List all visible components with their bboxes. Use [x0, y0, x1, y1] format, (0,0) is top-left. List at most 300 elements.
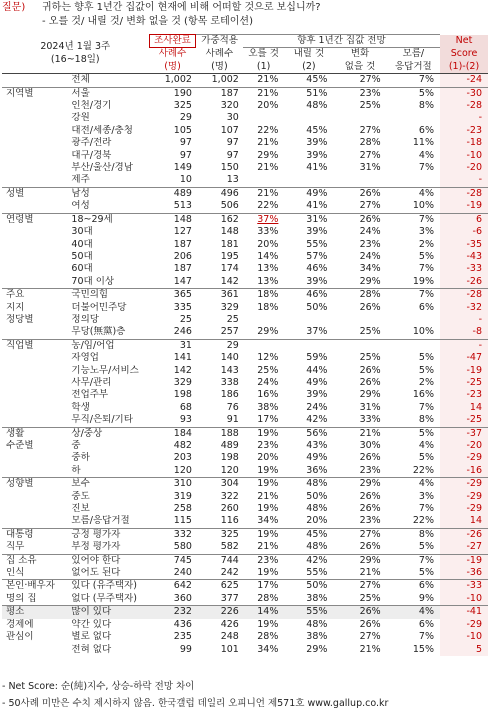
pct-down: 44%: [306, 364, 328, 376]
pct-nochange: 25%: [359, 326, 381, 338]
pct-dk: 7%: [387, 74, 440, 87]
table-row: [2, 619, 488, 631]
pct-dk: [387, 174, 440, 187]
pct-nochange: 26%: [359, 452, 381, 464]
pct-up: 21%: [243, 87, 285, 100]
table-row: [2, 478, 488, 491]
weighted-count: 489: [220, 440, 239, 451]
pct-nochange: 23%: [333, 87, 386, 100]
table-row: [2, 226, 488, 238]
sample-count: 68: [179, 401, 192, 413]
net-score: -6: [440, 226, 488, 238]
net-score: -37: [440, 427, 488, 440]
net-score: -32: [440, 302, 488, 314]
row-category: 서울: [57, 87, 149, 100]
pct-up: 21%: [257, 541, 279, 553]
weighted-count: 13: [226, 174, 239, 186]
table-row: [2, 326, 488, 339]
weighted-count: 143: [220, 364, 239, 376]
pct-up: 19%: [243, 528, 285, 541]
sample-count: 97: [179, 149, 192, 161]
pct-up: 19%: [257, 618, 279, 630]
pct-down: 56%: [284, 427, 333, 440]
row-group: [2, 125, 57, 137]
weighted-count: 162: [196, 213, 243, 226]
pct-up: 21%: [257, 137, 279, 149]
sample-count: 332: [149, 528, 196, 541]
row-group: 본인·배우자: [2, 580, 57, 593]
row-group: 직무: [6, 541, 25, 553]
pct-down: 29%: [306, 643, 328, 655]
pct-nochange: 29%: [333, 478, 386, 491]
net-score: -23: [440, 125, 488, 137]
weighted-count: 304: [196, 478, 243, 491]
table-row: [2, 150, 488, 162]
net-score: -19: [440, 365, 488, 377]
sample-count: 319: [173, 490, 192, 502]
pct-up: 37%: [243, 213, 285, 226]
pct-down: 39%: [306, 226, 328, 238]
net-score: -33: [440, 580, 488, 593]
net-score: 5: [440, 644, 488, 656]
pct-up: 23%: [243, 554, 285, 567]
table-row: [2, 491, 488, 503]
net-score: -33: [440, 263, 488, 275]
pct-down: 50%: [306, 301, 328, 313]
table-row: [2, 414, 488, 427]
row-group: 직업별: [2, 339, 57, 352]
table-row: [2, 503, 488, 515]
weighted-sub2: (명): [196, 61, 243, 74]
row-group: [2, 402, 57, 414]
weighted-count: 187: [196, 87, 243, 100]
pct-dk: 11%: [412, 137, 434, 149]
period-dates: (16~18일): [50, 53, 100, 65]
row-category: 여성: [71, 200, 90, 212]
row-category: 많이 있다: [57, 606, 149, 619]
sample-count: 310: [149, 478, 196, 491]
sample-count: 642: [149, 580, 196, 593]
weighted-count: 97: [226, 137, 239, 149]
net-score: -36: [440, 567, 488, 580]
pct-up: 19%: [257, 503, 279, 515]
pct-nochange: 28%: [333, 289, 386, 302]
net-score: -19: [440, 200, 488, 213]
net-score: -43: [440, 251, 488, 263]
pct-down: 49%: [306, 452, 328, 464]
weighted-count: 325: [196, 528, 243, 541]
row-category: 18~29세: [57, 213, 149, 226]
sample-count: 149: [173, 162, 192, 174]
pct-dk: 7%: [418, 631, 434, 643]
pct-nochange: 23%: [359, 238, 381, 250]
row-category: 중: [71, 440, 81, 451]
pct-up: 20%: [257, 100, 279, 112]
table-row: [2, 200, 488, 213]
net-score: -28: [440, 187, 488, 200]
pct-dk: 7%: [387, 213, 440, 226]
pct-up: 21%: [257, 490, 279, 502]
weighted-count: 91: [226, 414, 239, 426]
pct-dk: 5%: [418, 364, 434, 376]
weighted-count: 148: [220, 226, 239, 238]
pct-down: 42%: [284, 554, 333, 567]
row-category: 부정 평가자: [71, 541, 121, 553]
row-group: [2, 112, 57, 124]
row-group: 지역별: [2, 87, 57, 100]
net-score: -47: [440, 352, 488, 364]
pct-down: 39%: [306, 275, 328, 287]
question-label: 질문): [2, 2, 26, 13]
pct-nochange: 26%: [359, 376, 381, 388]
pct-dk: 10%: [412, 326, 434, 338]
pct-up: 29%: [257, 149, 279, 161]
row-category: 전업주부: [71, 389, 109, 401]
pct-up: 17%: [243, 580, 285, 593]
weighted-count: 506: [220, 200, 239, 212]
sample-count: 232: [149, 606, 196, 619]
pct-nochange: 29%: [333, 554, 386, 567]
pct-nochange: 29%: [359, 389, 381, 401]
net-score: -28: [440, 100, 488, 112]
net-score: -27: [440, 541, 488, 554]
sample-count: 120: [173, 464, 192, 476]
question-subtext: - 오를 것/ 내릴 것/ 변화 없을 것 (항목 로테이션): [42, 16, 253, 27]
pct-up: 14%: [257, 250, 279, 262]
pct-down: 48%: [306, 541, 328, 553]
weighted-count: 248: [220, 631, 239, 643]
pct-nochange: 26%: [359, 490, 381, 502]
row-group: [2, 74, 57, 87]
pct-up: 18%: [243, 289, 285, 302]
table-row: [2, 263, 488, 275]
sample-count: 31: [149, 339, 196, 352]
pct-dk: 19%: [412, 275, 434, 287]
row-category: 긍정 평가자: [57, 528, 149, 541]
pct-down: 31%: [284, 213, 333, 226]
weighted-count: 181: [220, 238, 239, 250]
net-score: -: [440, 339, 488, 352]
pct-up: 19%: [257, 464, 279, 476]
pct-down: 48%: [306, 100, 328, 112]
weighted-count: 116: [220, 515, 239, 527]
row-group: [2, 226, 57, 238]
pct-up: 19%: [243, 427, 285, 440]
table-row: [2, 125, 488, 137]
row-group: [2, 251, 57, 263]
col-nochange-label: 변화: [350, 48, 370, 60]
pct-nochange: [333, 314, 386, 326]
row-category: 인천/경기: [71, 100, 112, 112]
sample-count: 142: [173, 364, 192, 376]
table-row: [2, 251, 488, 263]
pct-dk: 4%: [387, 187, 440, 200]
table-row: [2, 528, 488, 541]
pct-up: 22%: [257, 124, 279, 136]
row-category: 있다 (유주택자): [57, 580, 149, 593]
row-group: [2, 465, 57, 478]
pct-dk: 7%: [387, 554, 440, 567]
pct-down: 59%: [306, 352, 328, 364]
sample-count: 325: [173, 100, 192, 112]
pct-nochange: [333, 339, 386, 352]
sample-count: 235: [173, 631, 192, 643]
sample-count: 97: [179, 137, 192, 149]
table-row: [2, 137, 488, 149]
row-group: 대통령: [2, 528, 57, 541]
period-label: 2024년 1월 3주: [40, 41, 111, 53]
weighted-count: 142: [220, 275, 239, 287]
pct-nochange: 23%: [359, 515, 381, 527]
table-row: [2, 580, 488, 593]
table-row: [2, 606, 488, 619]
net-score: -20: [440, 162, 488, 174]
pct-nochange: 23%: [359, 464, 381, 476]
sample-count: 115: [173, 515, 192, 527]
row-category: 더불어민주당: [71, 301, 127, 313]
weighted-count: 140: [220, 352, 239, 364]
weighted-header: 가중적용: [196, 35, 243, 48]
table-row: [2, 289, 488, 302]
table-row: [2, 389, 488, 401]
pct-nochange: 26%: [333, 213, 386, 226]
pct-dk: 5%: [418, 452, 434, 464]
pct-down: 55%: [284, 606, 333, 619]
pct-up: 12%: [257, 352, 279, 364]
row-category: 중하: [71, 452, 90, 464]
outlook-title: 향후 1년간 집값 전망: [243, 35, 440, 48]
table-row: [2, 593, 488, 606]
weighted-count: 338: [220, 376, 239, 388]
row-category: 전혀 없다: [71, 643, 112, 655]
sample-count: 206: [173, 250, 192, 262]
pct-down: 48%: [284, 478, 333, 491]
pct-down: 55%: [306, 238, 328, 250]
row-group: [2, 137, 57, 149]
row-group: 인식: [6, 567, 25, 579]
pct-nochange: 26%: [359, 618, 381, 630]
pct-up: 24%: [257, 376, 279, 388]
sample-count: 246: [173, 326, 192, 338]
weighted-count: 101: [220, 643, 239, 655]
pct-down: [284, 339, 333, 352]
row-group: 관심이: [6, 631, 34, 643]
col-dk-sub: 응답거절: [387, 61, 440, 74]
sample-count: 513: [173, 200, 192, 212]
pct-nochange: 27%: [359, 631, 381, 643]
row-category: 진보: [71, 503, 90, 515]
pct-down: 20%: [306, 515, 328, 527]
table-row: [2, 465, 488, 478]
weighted-count: 260: [220, 503, 239, 515]
row-group: [2, 263, 57, 275]
pct-nochange: 25%: [359, 592, 381, 604]
pct-nochange: 26%: [359, 503, 381, 515]
table-row: [2, 631, 488, 643]
weighted-count: 582: [220, 541, 239, 553]
table-row: [2, 567, 488, 580]
weighted-count: 198: [220, 452, 239, 464]
pct-up: 21%: [243, 187, 285, 200]
pct-up: 28%: [257, 592, 279, 604]
sample-count: 25: [179, 313, 192, 325]
row-group: [2, 326, 57, 339]
row-category: 보수: [57, 478, 149, 491]
net-score: -: [440, 174, 488, 187]
pct-dk: 4%: [418, 440, 434, 451]
footnote-source: - 50사례 미만은 수치 제시하지 않음. 한국갤럽 데일리 오피니언 제571호 www.gallup.co.kr: [2, 698, 389, 709]
net-score: -29: [440, 619, 488, 631]
table-row: [2, 302, 488, 314]
pct-down: 41%: [306, 162, 328, 174]
weighted-count: 322: [220, 490, 239, 502]
row-group: [2, 365, 57, 377]
pct-down: 45%: [306, 124, 328, 136]
pct-nochange: 26%: [359, 364, 381, 376]
weighted-count: 120: [220, 464, 239, 476]
col-up-label: 오를 것: [248, 48, 279, 60]
pct-up: 13%: [257, 263, 279, 275]
sample-count: 436: [173, 618, 192, 630]
pct-dk: [387, 339, 440, 352]
pct-dk: 3%: [418, 490, 434, 502]
pct-up: 34%: [257, 515, 279, 527]
weighted-count: 107: [220, 124, 239, 136]
table-row: [2, 452, 488, 464]
sample-count: 99: [179, 643, 192, 655]
pct-nochange: 27%: [333, 528, 386, 541]
pct-up: [243, 174, 285, 187]
pct-down: 45%: [284, 74, 333, 87]
table-row: [2, 314, 488, 326]
weighted-count: 744: [196, 554, 243, 567]
net-header-c: (1)-(2): [440, 61, 488, 74]
row-group: 지지: [6, 301, 25, 313]
row-group: 생활: [2, 427, 57, 440]
pct-up: 20%: [257, 452, 279, 464]
pct-dk: 6%: [418, 618, 434, 630]
pct-dk: 8%: [418, 100, 434, 112]
weighted-count: 174: [220, 263, 239, 275]
pct-dk: 5%: [418, 541, 434, 553]
pct-nochange: 26%: [359, 541, 381, 553]
pct-nochange: 31%: [359, 401, 381, 413]
table-row: [2, 239, 488, 251]
pct-up: 16%: [257, 389, 279, 401]
sample-sub1: 사례수: [158, 48, 187, 60]
row-category: 기능노무/서비스: [71, 364, 139, 376]
row-category: 상/중상: [57, 427, 149, 440]
sample-count: 148: [149, 213, 196, 226]
pct-down: [284, 314, 333, 326]
table-row: [2, 74, 488, 87]
net-score: 14: [440, 515, 488, 528]
table-row: [2, 276, 488, 289]
weighted-count: 195: [220, 250, 239, 262]
row-category: 약간 있다: [71, 618, 112, 630]
row-group: 평소: [2, 606, 57, 619]
pct-nochange: 33%: [359, 414, 381, 426]
row-category: 전체: [57, 74, 149, 87]
table-body: [2, 74, 488, 656]
pct-dk: 4%: [387, 478, 440, 491]
table-row: [2, 515, 488, 528]
row-group: 정당별: [6, 313, 34, 325]
row-group: 연령별: [2, 213, 57, 226]
pct-down: 38%: [306, 631, 328, 643]
pct-dk: 7%: [418, 162, 434, 174]
pct-down: 38%: [306, 592, 328, 604]
pct-down: 48%: [306, 618, 328, 630]
row-group: [2, 200, 57, 213]
question-text: 귀하는 향후 1년간 집값이 현재에 비해 어떠할 것으로 보십니까?: [42, 2, 321, 13]
sample-count: 187: [173, 263, 192, 275]
pct-down: 42%: [306, 414, 328, 426]
pct-down: 24%: [306, 401, 328, 413]
pct-dk: [387, 314, 440, 326]
table-row: [2, 112, 488, 124]
net-score: -29: [440, 478, 488, 491]
row-category: 남성: [57, 187, 149, 200]
pct-nochange: 28%: [359, 137, 381, 149]
pct-down: 39%: [306, 149, 328, 161]
pct-down: 49%: [284, 187, 333, 200]
row-group: [2, 414, 57, 427]
sample-count: 29: [179, 112, 192, 124]
weighted-count: 329: [220, 301, 239, 313]
net-score: -41: [440, 606, 488, 619]
pct-dk: 5%: [418, 250, 434, 262]
row-category: 광주/전라: [71, 137, 112, 149]
weighted-count: 29: [196, 339, 243, 352]
row-category: 중도: [71, 490, 90, 502]
pct-dk: 15%: [412, 643, 434, 655]
table-row: [2, 402, 488, 414]
pct-down: 55%: [306, 567, 328, 579]
pct-nochange: [333, 112, 386, 124]
pct-dk: 6%: [418, 124, 434, 136]
pct-down: 45%: [284, 528, 333, 541]
table-row: [2, 377, 488, 389]
pct-nochange: 27%: [333, 74, 386, 87]
pct-dk: 5%: [387, 427, 440, 440]
pct-up: 28%: [257, 631, 279, 643]
pct-up: 25%: [257, 364, 279, 376]
pct-dk: 5%: [418, 352, 434, 364]
col-nochange-sub: 없을 것: [333, 61, 386, 74]
pct-up: 20%: [257, 238, 279, 250]
pct-nochange: 24%: [359, 250, 381, 262]
row-category: 제주: [71, 174, 90, 186]
pct-down: 50%: [306, 490, 328, 502]
net-header-a: Net: [440, 35, 488, 48]
weighted-count: 226: [196, 606, 243, 619]
sample-count: 93: [179, 414, 192, 426]
sample-count: 1,002: [149, 74, 196, 87]
net-score: -16: [440, 465, 488, 478]
pct-up: [243, 314, 285, 326]
sample-count: 203: [173, 452, 192, 464]
pct-dk: 2%: [418, 238, 434, 250]
pct-nochange: 26%: [333, 606, 386, 619]
row-category: 70대 이상: [71, 275, 115, 287]
table-row: [2, 87, 488, 100]
survey-table: [2, 34, 488, 656]
net-score: -25: [440, 414, 488, 427]
row-category: 정의당: [71, 313, 99, 325]
pct-nochange: 26%: [333, 187, 386, 200]
pct-down: 57%: [306, 250, 328, 262]
